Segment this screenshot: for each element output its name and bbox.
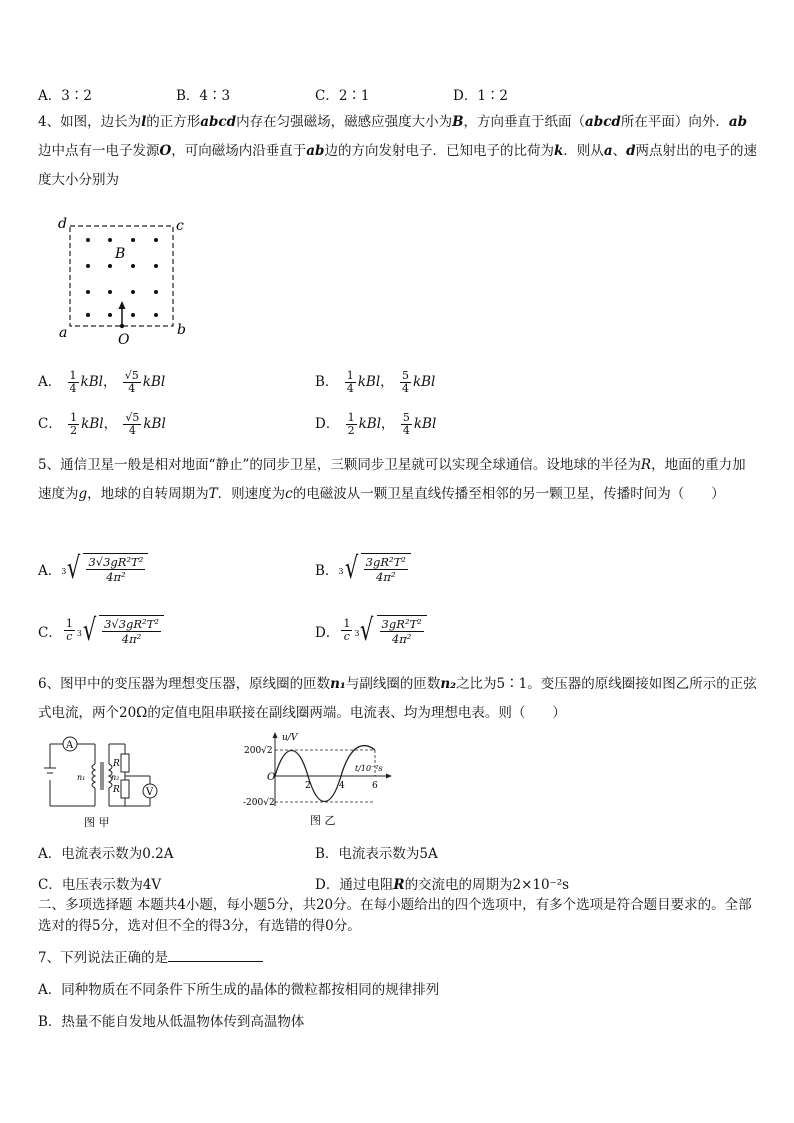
figure-a-caption: 图 甲 <box>84 816 110 829</box>
q3-option-d: D．1∶2 <box>453 88 509 104</box>
x-axis-label: t/10⁻²s <box>355 764 383 773</box>
q4-option-d: D． $\frac{1}{2}$ kBl， $\frac{5}{4}$ kBl <box>315 411 437 437</box>
y-max-label: 200√2 <box>244 746 273 756</box>
q6-circuit-figure <box>40 732 170 830</box>
sine-curve <box>275 746 375 802</box>
q4-figure <box>55 213 195 348</box>
q7-option-a: A．同种物质在不同条件下所生成的晶体的微粒都按相同的规律排列 <box>38 982 440 998</box>
origin-label: O <box>267 772 276 783</box>
y-axis-label: u/V <box>282 733 298 743</box>
q6-option-c: C．电压表示数为4V <box>38 877 162 893</box>
q6-wave-figure <box>240 730 400 830</box>
q6-option-b: B．电流表示数为5A <box>315 846 438 862</box>
q5-stem: 5、通信卫星一般是相对地面“静止”的同步卫星，三颗同步卫星就可以实现全球通信。设地球的半径为R，地面的重力加速度为g，地球的自转周期为T．则速度为c的电磁波从一颗卫星直线传播至相邻的另一颗卫星，传播时间为（ ） <box>38 457 746 502</box>
q4-option-a: A． $\frac{1}{4}$ kBl， $\frac{√5}{4}$ kBl <box>38 369 166 395</box>
q6-option-d: D．通过电阻R的交流电的周期为2×10⁻²s <box>315 877 570 893</box>
q6-stem: 6、图甲中的变压器为理想变压器，原线圈的匝数n₁与副线圈的匝数n₂之比为5∶1。变压器的原线圈接如图乙所示的正弦式电流，两个20Ω的定值电阻串联接在副线圈两端。电流表、均为理想电表。则（ ） <box>38 676 757 721</box>
n2-label: n₂ <box>111 773 120 782</box>
q5-option-a: A． 3 √ 3√3gR²T² 4π² <box>38 553 148 584</box>
q5-option-d: D． $\frac{1}{c}$ 3 √ 3gR²T² 4π² <box>315 615 427 646</box>
ammeter-label: A <box>66 740 74 751</box>
q3-option-c: C．2∶1 <box>315 88 370 104</box>
section-2-heading: 二、多项选择题 本题共4小题，每小题5分，共20分。在每小题给出的四个选项中，有多个选项是符合题目要求的。全部选对的得5分，选对但不全的得3分，有选错的得0分。 <box>38 897 752 934</box>
q4-stem: 4、如图，边长为l的正方形abcd内存在匀强磁场，磁感应强度大小为B，方向垂直于纸面（abcd所在平面）向外．ab边中点有一电子发源O，可向磁场内沿垂直于ab边的方向发射电子．已知电子的比荷为k．则从a、d两点射出的电子的速度大小分别为 <box>38 114 758 188</box>
label-a: a <box>59 325 68 341</box>
figure-b-caption: 图 乙 <box>310 814 336 827</box>
tick-6: 6 <box>372 781 378 791</box>
q3-option-b: B．4∶3 <box>176 88 231 104</box>
y-min-label: -200√2 <box>243 798 275 808</box>
q5-option-c: C． $\frac{1}{c}$ 3 √ 3√3gR²T² 4π² <box>38 615 164 646</box>
q6-option-a: A．电流表示数为0.2A <box>38 846 174 862</box>
resistor-2-label: R <box>113 785 120 795</box>
tick-4: 4 <box>339 781 345 791</box>
answer-blank <box>168 949 263 962</box>
q3-option-a: A．3∶2 <box>38 88 92 104</box>
label-B: B <box>115 246 126 262</box>
voltmeter-label: V <box>146 787 154 798</box>
label-c: c <box>176 218 184 234</box>
n1-label: n₁ <box>77 773 86 782</box>
label-b: b <box>177 322 186 338</box>
q7-stem: 7、下列说法正确的是 <box>38 946 263 966</box>
resistor-1-label: R <box>113 759 120 769</box>
tick-2: 2 <box>305 781 311 791</box>
label-O: O <box>118 332 130 348</box>
q4-option-c: C． $\frac{1}{2}$ kBl， $\frac{√5}{4}$ kBl <box>38 411 166 437</box>
label-d: d <box>58 216 67 232</box>
q4-option-b: B． $\frac{1}{4}$ kBl， $\frac{5}{4}$ kBl <box>315 369 436 395</box>
q5-option-b: B． 3 √ 3gR²T² 4π² <box>315 553 411 584</box>
q7-option-b: B．热量不能自发地从低温物体传到高温物体 <box>38 1014 305 1030</box>
